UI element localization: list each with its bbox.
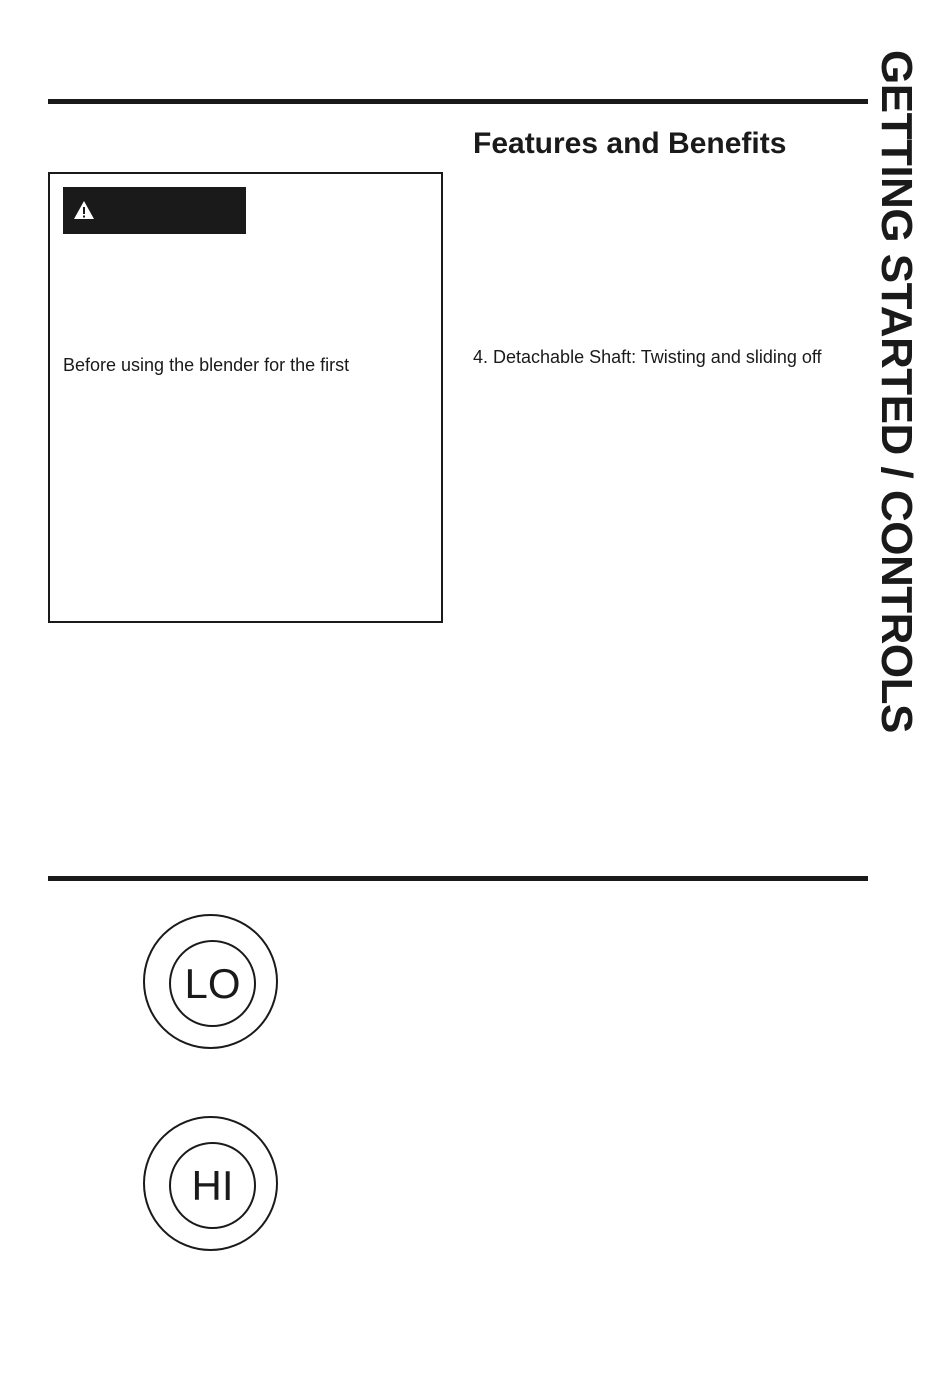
warning-text: Before using the blender for the first [63, 355, 350, 375]
warning-triangle-icon [73, 200, 95, 220]
top-divider [48, 99, 868, 104]
hi-button-label: HI [191, 1161, 234, 1209]
warning-box [48, 172, 443, 623]
features-title: Features and Benefits [473, 127, 787, 160]
hi-button[interactable] [143, 1116, 278, 1251]
controls-divider [48, 876, 868, 881]
lo-button-label: LO [184, 959, 241, 1007]
lo-button-inner-ring [169, 940, 256, 1027]
feature-item-detachable-shaft: 4. Detachable Shaft: Twisting and sliding off [473, 347, 822, 367]
side-section-title: GETTING STARTED / CONTROLS [872, 50, 921, 733]
warning-label [63, 187, 246, 234]
lo-button[interactable] [143, 914, 278, 1049]
hi-button-inner-ring [169, 1142, 256, 1229]
